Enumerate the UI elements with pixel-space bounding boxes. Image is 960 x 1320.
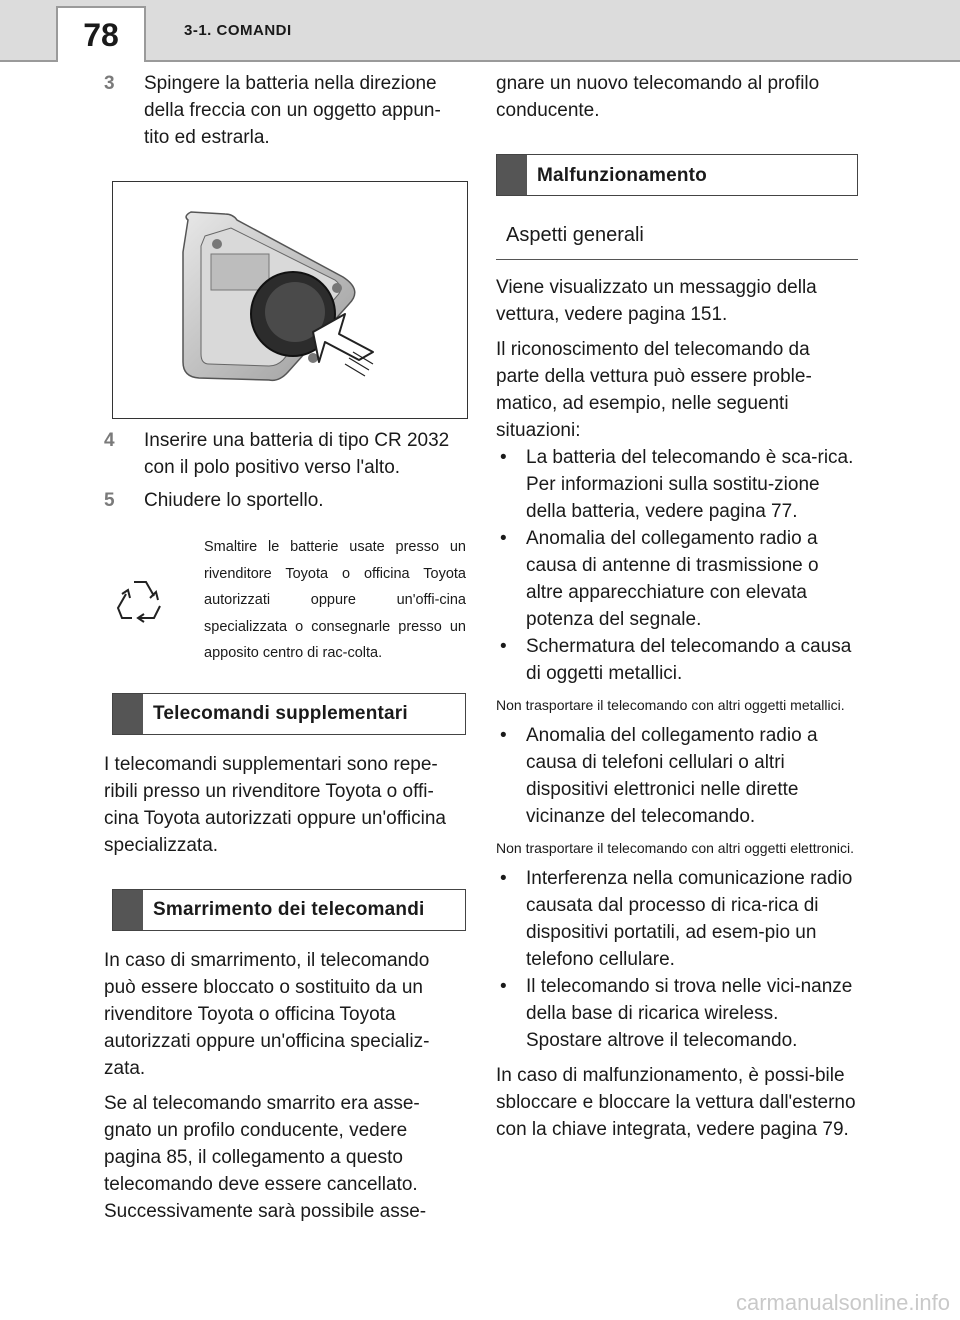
section-title: 3-1. COMANDI [184,22,292,39]
paragraph: gnare un nuovo telecomando al profilo conducente. [496,73,820,121]
recycle-icon [112,534,204,667]
step-text: Chiudere lo sportello. [144,490,324,511]
subheading: Aspetti generali [496,222,858,260]
heading-bar [113,890,143,930]
list-item: • Interferenza nella comunicazione radio causata dal processo di rica-rica di dispositivi portatili, ad esem-pio un telefono cellulare. [500,868,853,970]
list-item: • Anomalia del collegamento radio a causa di telefoni cellulari o altri dispositivi elettronici nelle dirette vicinanze del telecomando. [500,725,818,827]
step-text: Spingere la batteria nella direzione della freccia con un oggetto appun-tito ed estrarla. [144,73,441,148]
paragraph: In caso di malfunzionamento, è possi-bile sbloccare e bloccare la vettura dall'esterno con la chiave integrata, vedere pagina 79. [496,1065,856,1140]
page-header [0,0,960,62]
heading-text: Smarrimento dei telecomandi [153,899,425,920]
step-number: 5 [104,490,115,511]
heading-smarrimento [112,889,466,931]
heading-bar [113,694,143,734]
right-column [496,70,858,1151]
heading-malfunzionamento [496,154,858,196]
step-text: Inserire una batteria di tipo CR 2032 con il polo positivo verso l'alto. [144,430,450,478]
heading-bar [497,155,527,195]
list-item: • La batteria del telecomando è sca-rica. Per informazioni sulla sostitu-zione della batteria, vedere pagina 77. [500,447,854,522]
heading-text: Malfunzionamento [537,164,707,186]
bullet-list [496,722,858,830]
recycling-note-text: Smaltire le batterie usate presso un rivenditore Toyota o officina Toyota autorizzati oppure un'offi-cina specializzata o consegnarle presso un apposito centro di rac-colta. [204,539,466,661]
bullet-list [496,444,858,687]
paragraph: Se al telecomando smarrito era asse-gnato un profilo conducente, vedere pagina 85, il collegamento a questo telecomando deve essere cancellato. Successivamente sarà possibile asse- [104,1092,427,1222]
paragraph: I telecomandi supplementari sono repe-ribili presso un rivenditore Toyota o offi-cina Toyota autorizzati oppure un'officina specializzata. [104,753,446,856]
list-item: • Il telecomando si trova nelle vici-nanze della base di ricarica wireless. Spostare altrove il telecomando. [500,976,853,1051]
list-item: • Anomalia del collegamento radio a causa di antenne di trasmissione o altre apparecchiature con elevata potenza del segnale. [500,528,819,630]
paragraph: Viene visualizzato un messaggio della vettura, vedere pagina 151. [496,277,817,325]
step-5 [104,487,466,514]
list-item: • Schermatura del telecomando a causa di oggetti metallici. [500,636,852,684]
recycling-note [112,534,466,667]
step-number: 4 [104,430,115,451]
step-3 [104,70,466,151]
small-note: Non trasportare il telecomando con altri oggetti elettronici. [496,840,854,856]
left-column [104,70,466,1233]
heading-text: Telecomandi supplementari [153,703,408,724]
bullet-list [496,865,858,1054]
watermark: carmanualsonline.info [735,1290,950,1315]
small-note: Non trasportare il telecomando con altri oggetti metallici. [496,697,845,713]
heading-telecomandi-supplementari [112,693,466,735]
step-number: 3 [104,73,115,94]
paragraph: Il riconoscimento del telecomando da parte della vettura può essere proble-matico, ad esempio, nelle seguenti situazioni: [496,339,812,441]
step-4 [104,427,466,481]
page-number: 78 [56,6,146,62]
paragraph: In caso di smarrimento, il telecomando può essere bloccato o sostituito da un rivenditore Toyota o officina Toyota autorizzati oppure un'officina specializ-zata. [104,949,430,1079]
key-fob-battery-illustration [112,181,468,419]
